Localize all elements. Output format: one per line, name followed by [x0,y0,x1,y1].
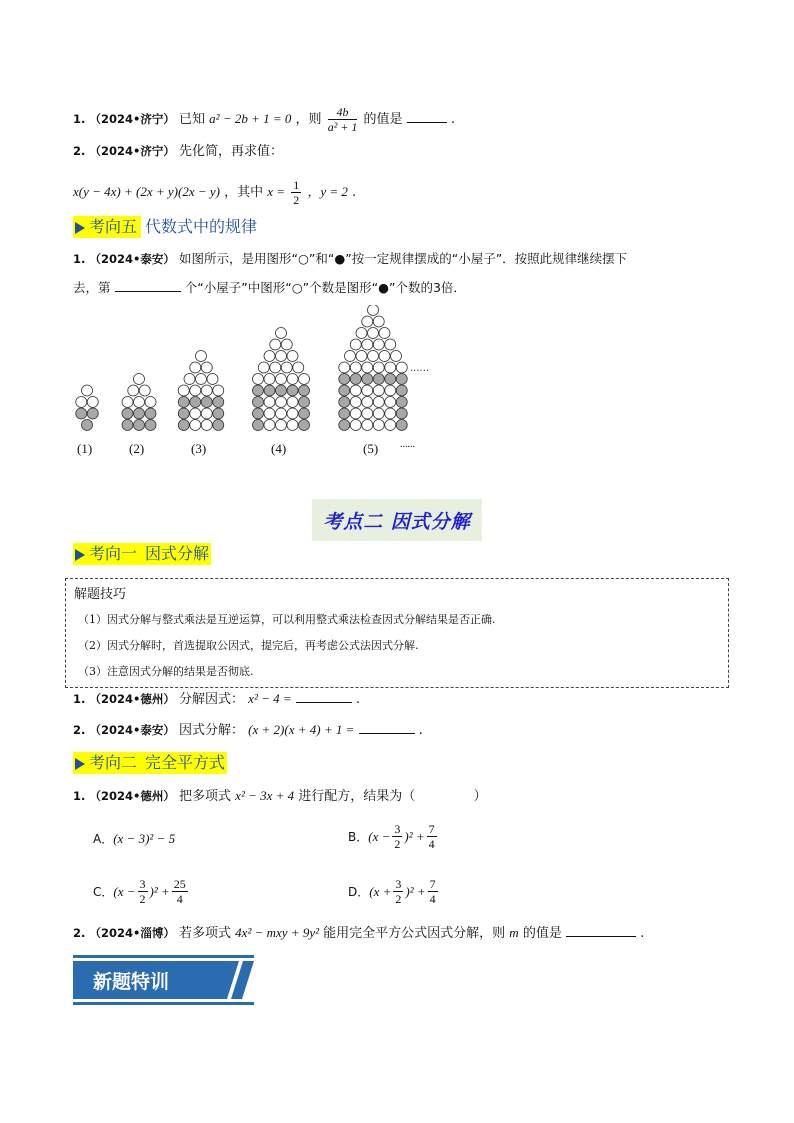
question-text: ） [473,789,487,804]
banner-top-rule [73,955,254,958]
section-heading-kaoxiang-2 [73,752,227,774]
filled-dot [76,408,87,419]
open-dot [264,408,275,419]
question-1-jining [73,105,455,134]
open-dot [190,362,201,373]
open-dot [276,374,287,385]
fraction: $\frac{7}{4}$ [429,877,436,906]
open-dot [281,362,292,373]
answer-blank[interactable] [566,924,636,937]
open-dot [373,397,384,408]
section-heading-kaoxiang-1 [73,543,211,565]
math-expression: (x + 2)(x + 4) + 1 = [248,722,355,737]
open-dot [345,351,356,362]
question-text: 若多项式 [179,926,232,941]
option-label: A． [93,832,114,846]
filled-dot [396,397,407,408]
filled-dot [253,420,264,431]
question-number: 2. [73,144,86,158]
open-dot [362,339,373,350]
open-dot [373,339,384,350]
period: . [352,185,357,200]
open-dot [201,385,212,396]
option-label: C． [93,885,114,899]
filled-dot [201,397,212,408]
figure-ellipsis: ...... [410,363,430,374]
open-dot [287,420,298,431]
filled-dot [253,408,264,419]
tip-item: （1）因式分解与整式乘法是互逆运算，可以利用整式乘法检查因式分解结果是否正确. [78,613,496,626]
figure-label-ellipsis: ...... [400,439,415,450]
question-number: 2. [73,926,86,940]
filled-dot [339,420,350,431]
question-text: ，则 [295,112,322,127]
question-text: ，其中 [224,185,264,200]
open-dot [391,351,402,362]
open-dot [350,339,361,350]
filled-dot [134,420,145,431]
open-dot [201,420,212,431]
question-7-zibo [73,924,644,943]
kaodian-2-title-box [312,499,482,541]
filled-dot [178,420,189,431]
open-dot [178,385,189,396]
open-dot [201,362,212,373]
question-text: 分解因式： [179,692,245,707]
fraction: $\frac{3}{2}$ [395,877,402,906]
open-dot [385,339,396,350]
period: . [418,723,423,738]
open-dot [276,397,287,408]
math-expression: (x − [113,883,136,899]
fraction: $\frac{25}{4}$ [173,877,186,906]
new-questions-banner [73,955,254,1007]
open-dot [362,385,373,396]
filled-dot [396,408,407,419]
open-dot [385,362,396,373]
question-source: （2024•济宁） [89,112,175,126]
open-dot [385,397,396,408]
filled-dot [190,397,201,408]
open-dot [362,420,373,431]
math-expression: a² − 2b + 1 = 0 [209,111,292,126]
option-c[interactable] [93,877,190,906]
open-dot [373,316,384,327]
open-dot [385,385,396,396]
filled-dot [178,408,189,419]
filled-dot [299,385,310,396]
open-dot [373,385,384,396]
question-text: 去，第 [73,280,111,295]
open-dot [264,351,275,362]
option-a[interactable] [93,830,175,847]
open-dot [270,339,281,350]
filled-dot [362,374,373,385]
open-dot [287,397,298,408]
open-dot [213,385,224,396]
math-expression: x² − 4 = [248,691,292,706]
figure-label: (2) [129,441,145,456]
tips-title: 解题技巧 [74,587,127,602]
question-text: 的值是 [522,926,562,941]
period: . [355,692,361,707]
open-dot [350,408,361,419]
math-expression: )² + [404,828,425,844]
fraction: $\frac{4b}{\text{a² + 1}}$ [327,105,358,134]
open-dot [276,328,287,339]
open-dot [350,420,361,431]
open-dot [287,408,298,419]
open-dot [373,408,384,419]
filled-dot [213,408,224,419]
open-dot [281,339,292,350]
option-label: D． [348,885,370,899]
open-dot [287,351,298,362]
open-dot [350,397,361,408]
question-text: 把多项式 [179,789,232,804]
figure-labels [0,441,794,459]
open-dot [190,385,201,396]
banner-bottom-rule [73,1002,254,1005]
math-expression: x² − 3x + 4 [235,788,295,803]
filled-dot [264,385,275,396]
open-dot [184,374,195,385]
answer-blank[interactable] [407,110,447,123]
math-expression: )² + [149,883,170,899]
question-number: 1. [73,112,86,126]
filled-dot [299,420,310,431]
open-dot [190,408,201,419]
open-dot [264,420,275,431]
open-dot [276,351,287,362]
filled-dot [276,385,287,396]
question-2-jining [73,142,283,161]
figure-label: (5) [363,441,379,456]
banner-title: 新题特训 [93,971,170,993]
open-dot [139,385,150,396]
open-dot [356,328,367,339]
question-5-taian [73,721,423,740]
open-dot [385,408,396,419]
open-dot [362,408,373,419]
filled-dot [396,385,407,396]
filled-dot [287,385,298,396]
filled-dot [339,397,350,408]
open-dot [368,328,379,339]
question-text: 因式分解： [179,723,245,738]
open-dot [276,408,287,419]
option-label: B． [348,830,369,844]
question-text: 进行配方，结果为（ [298,789,416,804]
open-dot [87,397,98,408]
open-dot [373,362,384,373]
open-dot [76,397,87,408]
question-text: 个“小屋子”中图形“○”个数是图形“●”个数的3倍． [184,280,466,295]
answer-blank[interactable] [359,721,415,734]
heading-tag: 考向五 [73,216,141,238]
question-number: 1. [73,252,86,266]
question-source: （2024•淄博） [89,926,175,940]
open-dot [379,328,390,339]
math-expression: x(y − 4x) + (2x + y)(2x − y) [73,184,220,199]
question-4-dezhou [73,690,360,709]
open-dot [122,397,133,408]
filled-dot [339,385,350,396]
open-dot [287,374,298,385]
dot-houses [76,305,408,431]
filled-dot [339,408,350,419]
open-dot [134,397,145,408]
math-expression: (x + [369,883,392,899]
filled-dot [87,408,98,419]
filled-dot [122,420,133,431]
option-d[interactable] [348,877,440,906]
section-heading-kaoxiang-5 [73,216,257,238]
open-dot [385,420,396,431]
open-dot [299,374,310,385]
math-expression: )² + [405,883,426,899]
open-dot [276,420,287,431]
tip-item: （3）注意因式分解的结果是否彻底. [78,665,254,678]
question-source: （2024•德州） [89,692,175,706]
filled-dot [299,408,310,419]
filled-dot [82,420,93,431]
tips-box [65,578,729,688]
fraction: $\frac{3}{2}$ [139,877,146,906]
question-text: 能用完全平方公式因式分解，则 [323,926,506,941]
period: . [640,926,645,941]
filled-dot [145,420,156,431]
filled-dot [253,397,264,408]
triangle-icon [75,549,85,561]
open-dot [128,385,139,396]
open-dot [339,362,350,373]
open-dot [258,362,269,373]
filled-dot [145,408,156,419]
question-source: （2024•泰安） [89,723,175,737]
fraction: $\frac{3}{2}$ [394,822,401,851]
open-dot [145,397,156,408]
math-expression: ，y = 2 [307,184,348,199]
open-dot [362,397,373,408]
filled-dot [339,374,350,385]
question-text: 的值是 [363,112,403,127]
filled-dot [253,385,264,396]
open-dot [362,362,373,373]
question-3-line2 [73,279,466,298]
question-2-expression [73,178,356,207]
figure-label: (4) [271,441,287,456]
filled-dot [122,408,133,419]
question-text: 已知 [179,112,206,127]
open-dot [264,397,275,408]
open-dot [362,316,373,327]
question-text: 先化简，再求值： [179,144,284,159]
question-source: （2024•德州） [89,789,175,803]
filled-dot [299,397,310,408]
open-dot [368,305,379,316]
open-dot [264,374,275,385]
question-source: （2024•泰安） [89,252,175,266]
heading-title: 代数式中的规律 [145,217,258,236]
answer-blank[interactable] [296,690,352,703]
filled-dot [396,374,407,385]
open-dot [270,362,281,373]
open-dot [350,362,361,373]
heading-tag: 考向二 [73,752,141,774]
kaodian-title: 考点二 因式分解 [323,510,471,533]
open-dot [207,374,218,385]
filled-dot [134,408,145,419]
open-dot [82,385,93,396]
filled-dot [373,374,384,385]
heading-tag: 考向一 [73,543,141,565]
option-b[interactable] [348,822,439,851]
fraction: $\frac{1}{2}$ [293,178,300,207]
open-dot [356,351,367,362]
filled-dot [213,397,224,408]
question-number: 2. [73,723,86,737]
open-dot [379,351,390,362]
filled-dot [396,420,407,431]
open-dot [253,374,264,385]
fraction: $\frac{7}{4}$ [428,822,435,851]
open-dot [373,420,384,431]
triangle-icon [75,758,85,770]
open-dot [293,362,304,373]
answer-blank[interactable] [115,279,181,292]
math-expression: 4x² − mxy + 9y² [235,925,319,940]
open-dot [201,408,212,419]
open-dot [368,351,379,362]
open-dot [396,362,407,373]
figure-label: (1) [77,441,93,456]
open-dot [190,420,201,431]
open-dot [134,374,145,385]
triangle-icon [75,222,85,234]
filled-dot [350,374,361,385]
heading-title: 完全平方式 [141,752,227,774]
open-dot [196,351,207,362]
math-expression: x = [267,184,286,199]
question-3-taian [73,250,627,269]
math-expression: (x − [368,828,391,844]
filled-dot [385,374,396,385]
heading-title: 因式分解 [141,543,211,565]
open-dot [196,374,207,385]
filled-dot [213,420,224,431]
filled-dot [178,397,189,408]
question-source: （2024•济宁） [89,144,175,158]
question-number: 1. [73,789,86,803]
period: . [450,112,455,127]
math-expression: (x − 3)² − 5 [113,830,176,846]
question-number: 1. [73,692,86,706]
open-dot [350,385,361,396]
figure-label: (3) [191,441,207,456]
tip-item: （2）因式分解时，首选提取公因式，提完后，再考虑公式法因式分解. [78,639,419,652]
question-6-dezhou [73,787,487,806]
question-text: 如图所示，是用图形“○”和“●”按一定规律摆成的“小屋子”．按照此规律继续摆下 [179,251,628,266]
math-variable: m [509,925,519,940]
